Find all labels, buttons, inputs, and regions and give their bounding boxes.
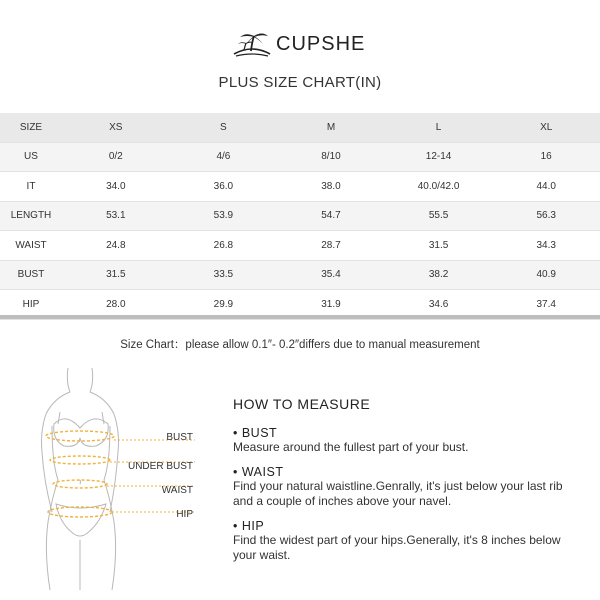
table-row — [0, 201, 600, 231]
table-cell: 37.4 — [492, 290, 600, 320]
brand-name: CUPSHE — [276, 32, 366, 55]
table-row — [0, 142, 600, 172]
table-cell: 28.7 — [277, 231, 385, 261]
table-cell: 33.5 — [170, 260, 278, 290]
table-cell: 36.0 — [170, 172, 278, 202]
measure-item-hip — [233, 519, 583, 563]
table-cell: 53.9 — [170, 201, 278, 231]
table-header-cell: M — [277, 113, 385, 142]
body-figure — [30, 362, 200, 592]
table-cell: 31.5 — [385, 231, 493, 261]
size-table — [0, 113, 600, 320]
table-header-cell: S — [170, 113, 278, 142]
measure-item-desc: Find your natural waistline.Genrally, it's just below your last rib and a couple of inches above your navel. — [233, 479, 563, 508]
measure-item-bust — [233, 426, 583, 455]
table-cell: 29.9 — [170, 290, 278, 320]
measurement-note: Size Chart：please allow 0.1″- 0.2″differs due to manual measurement — [120, 339, 480, 351]
hip-label: HIP — [176, 509, 193, 520]
chart-title: PLUS SIZE CHART(IN) — [218, 74, 382, 91]
how-to-measure — [233, 396, 583, 573]
table-cell: 12-14 — [385, 142, 493, 172]
table-row-label: HIP — [0, 290, 62, 320]
table-row-label: LENGTH — [0, 201, 62, 231]
table-cell: 35.4 — [277, 260, 385, 290]
table-cell: 40.0/42.0 — [385, 172, 493, 202]
waist-label: WAIST — [161, 485, 193, 496]
measure-item-title: • WAIST — [233, 465, 284, 479]
table-cell: 4/6 — [170, 142, 278, 172]
table-cell: 44.0 — [492, 172, 600, 202]
table-header-cell: L — [385, 113, 493, 142]
table-header-cell: SIZE — [0, 113, 62, 142]
palm-tree-island-icon — [232, 30, 272, 58]
table-cell: 53.1 — [62, 201, 170, 231]
table-cell: 0/2 — [62, 142, 170, 172]
bust-label: BUST — [166, 432, 193, 443]
table-cell: 55.5 — [385, 201, 493, 231]
table-cell: 54.7 — [277, 201, 385, 231]
table-row-label: IT — [0, 172, 62, 202]
table-cell: 16 — [492, 142, 600, 172]
table-cell: 34.0 — [62, 172, 170, 202]
table-header-row — [0, 113, 600, 142]
measure-item-desc: Measure around the fullest part of your bust. — [233, 440, 469, 454]
table-cell: 8/10 — [277, 142, 385, 172]
table-header-cell: XL — [492, 113, 600, 142]
under-bust-label: UNDER BUST — [127, 461, 193, 472]
table-row — [0, 172, 600, 202]
table-cell: 24.8 — [62, 231, 170, 261]
table-cell: 38.2 — [385, 260, 493, 290]
measure-item-title: • HIP — [233, 519, 265, 533]
measure-item-waist — [233, 465, 583, 509]
measure-item-title: • BUST — [233, 426, 278, 440]
table-cell: 31.9 — [277, 290, 385, 320]
table-bottom-rule — [0, 315, 600, 319]
table-row-label: WAIST — [0, 231, 62, 261]
table-row-label: US — [0, 142, 62, 172]
table-cell: 34.3 — [492, 231, 600, 261]
table-cell: 38.0 — [277, 172, 385, 202]
table-cell: 34.6 — [385, 290, 493, 320]
measure-item-desc: Find the widest part of your hips.Generally, it's 8 inches below your waist. — [233, 533, 561, 562]
table-row — [0, 260, 600, 290]
table-cell: 40.9 — [492, 260, 600, 290]
table-header-cell: XS — [62, 113, 170, 142]
how-to-heading: HOW TO MEASURE — [233, 396, 371, 412]
table-cell: 31.5 — [62, 260, 170, 290]
table-row-label: BUST — [0, 260, 62, 290]
brand-logo — [232, 28, 372, 60]
table-cell: 26.8 — [170, 231, 278, 261]
table-cell: 28.0 — [62, 290, 170, 320]
table-cell: 56.3 — [492, 201, 600, 231]
table-row — [0, 231, 600, 261]
body-outline-illustration — [30, 362, 200, 592]
